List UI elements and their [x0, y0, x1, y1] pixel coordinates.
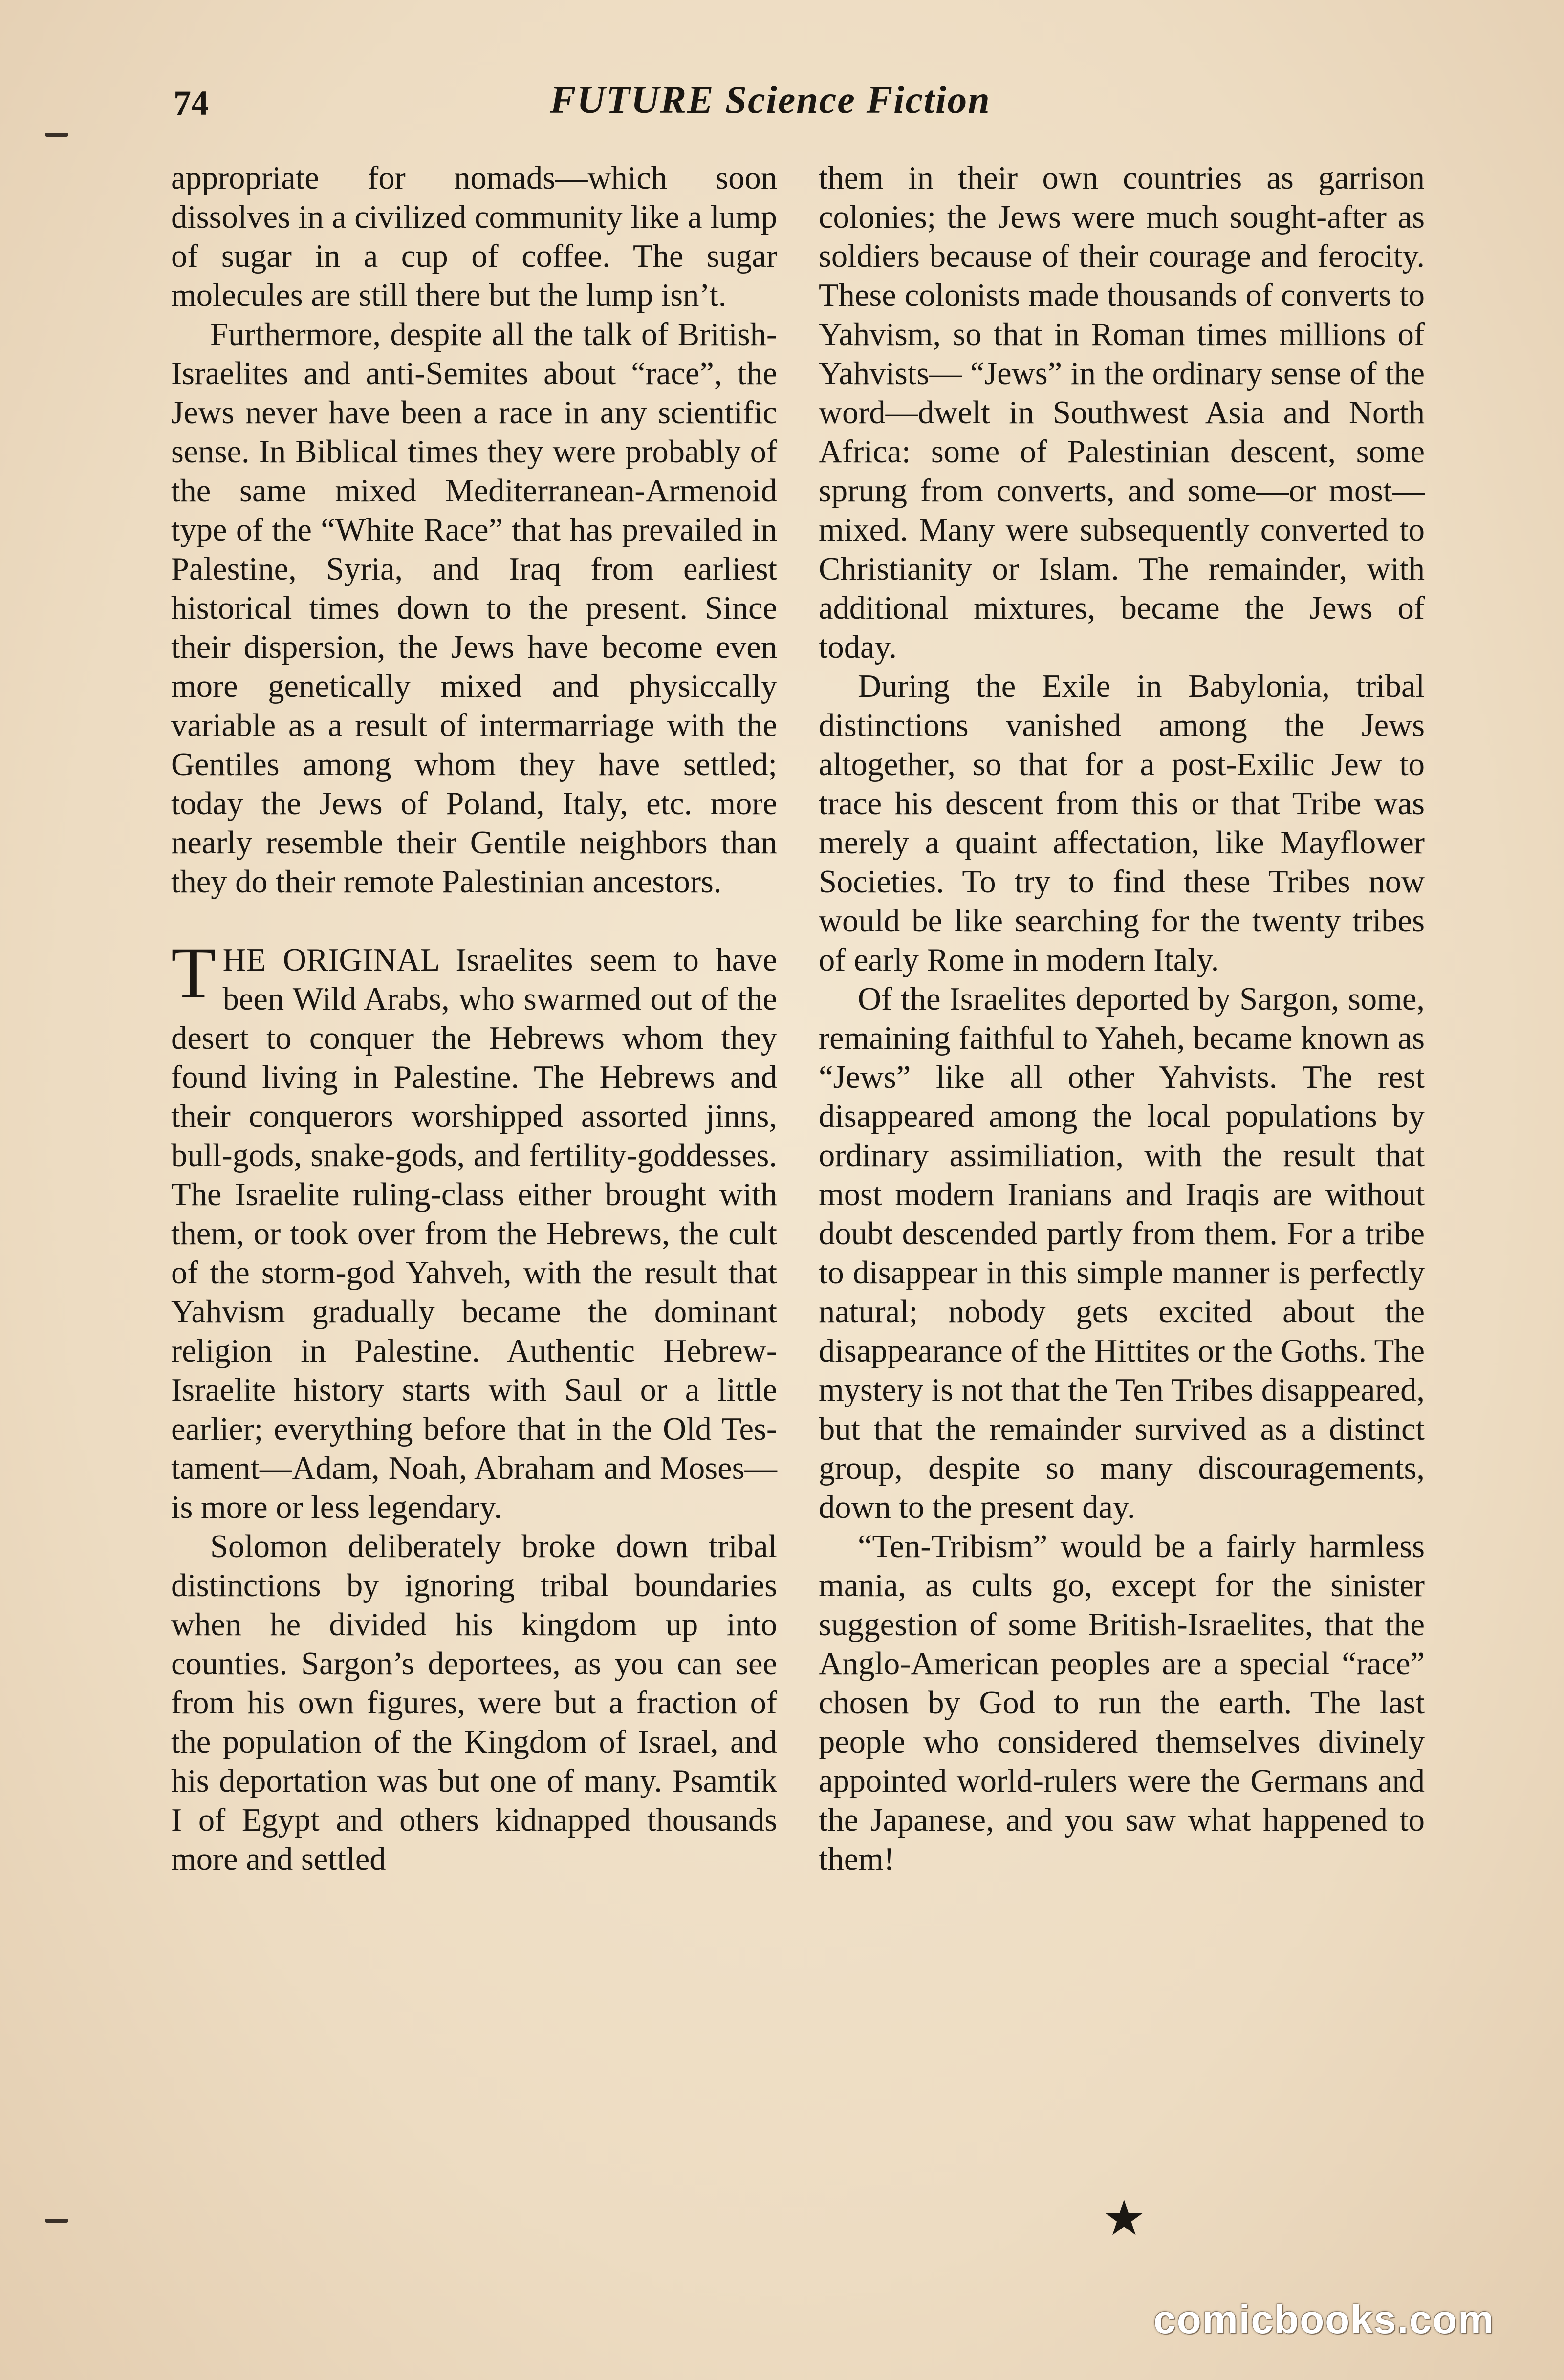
left-column: [171, 159, 777, 1879]
paragraph: Furthermore, despite all the talk of British-Israelites and anti-Semites about “race”, the Jews never have been a race in any scientific sense. In Biblical times they were probably of the same mixed Mediterranean-Armenoid type of the “White Race” that has prevailed in Palestine, Syria, and Iraq from earliest historical times down to the present. Since their dispersion, the Jews have become even more genetically mixed and physiccally variable as a result of intermarriage with the Gentiles among whom they have settled; today the Jews of Poland, Italy, etc. more nearly resemble their Gentile neighbors than they do their remote Palestinian ancestors.: [171, 317, 777, 900]
paragraph: During the Exile in Babylonia, tribal distinctions vanished among the Jews altogether, so that for a post-Exilic Jew to trace his descent from this or that Tribe was merely a quaint affectation, like Mayflower Societies. To try to find these Tribes now would be like searching for the twenty tribes of early Rome in modern Italy.: [819, 669, 1425, 978]
page-number: 74: [174, 84, 209, 123]
paragraph: them in their own countries as garrison colonies; the Jews were much sought-after as soldiers because of their courage and ferocity. These colonists made thousands of converts to Yahvism, so that in Roman times millions of Yahvists— “Jews” in the ordinary sense of the word—dwelt in Southwest Asia and North Africa: some of Palestinian descent, some sprung from converts, and some—or most—mixed. Many were subsequently converted to Christianity or Islam. The remainder, with additional mixtures, became the Jews of today.: [819, 160, 1425, 665]
right-column: [819, 159, 1425, 1879]
paragraph: Solomon deliberately broke down tribal distinctions by ignoring tribal boundaries when he divided his kingdom up into counties. Sargon’s deportees, as you can see from his own figures, were but a fraction of the population of the Kingdom of Israel, and his deportation was but one of many. Psamtik I of Egypt and others kidnapped thousands more and settled: [171, 1529, 777, 1877]
section-paragraph: [171, 932, 777, 1527]
paragraph: appropriate for nomads—which soon dissolves in a civilized community like a lump of sugar in a cup of coffee. The sugar molecules are still there but the lump isn’t.: [171, 160, 777, 313]
watermark: comicbooks.com: [1153, 2297, 1495, 2342]
paragraph-text: HE ORIGINAL Israelites seem to have been Wild Arabs, who swarmed out of the desert to conquer the Hebrews whom they found living in Palestine. The Hebrews and their conquerors worshipped assorted jinns, bull-gods, snake-gods, and fertility-goddesses. The Israelite ruling-class either brought with them, or took over from the Hebrews, the cult of the storm-god Yahveh, with the result that Yahvism gradually became the dominant religion in Palestine. Authentic Hebrew-Israelite history starts with Saul or a little earlier; everything before that in the Old Testament—Adam, Noah, Abraham and Moses—is more or less legendary.: [171, 942, 777, 1525]
page-header: [174, 78, 1434, 132]
running-title: FUTURE Science Fiction: [550, 79, 991, 122]
end-star-icon: ★: [1102, 2191, 1146, 2246]
paragraph: “Ten-Tribism” would be a fairly harmless mania, as cults go, except for the sinister suggestion of some British-Israelites, that the Anglo-American peoples are a special “race” chosen by God to run the earth. The last people who considered themselves divinely appointed world-rulers were the Germans and the Japanese, and you saw what happened to them!: [819, 1529, 1425, 1877]
drop-cap: T: [171, 932, 216, 1014]
margin-speck: [45, 2219, 68, 2223]
margin-speck: [45, 133, 68, 137]
paragraph: Of the Israelites deported by Sargon, some, remaining faithful to Yaheh, became known as “Jews” like all other Yahvists. The rest disappeared among the local populations by ordinary assimiliation, with the result that most modern Iranians and Iraqis are without doubt descended partly from them. For a tribe to disappear in this simple manner is perfectly natural; nobody gets excited about the disappearance of the Hittites or the Goths. The mystery is not that the Ten Tribes disappeared, but that the remainder survived as a distinct group, despite so many discouragements, down to the present day.: [819, 981, 1425, 1525]
